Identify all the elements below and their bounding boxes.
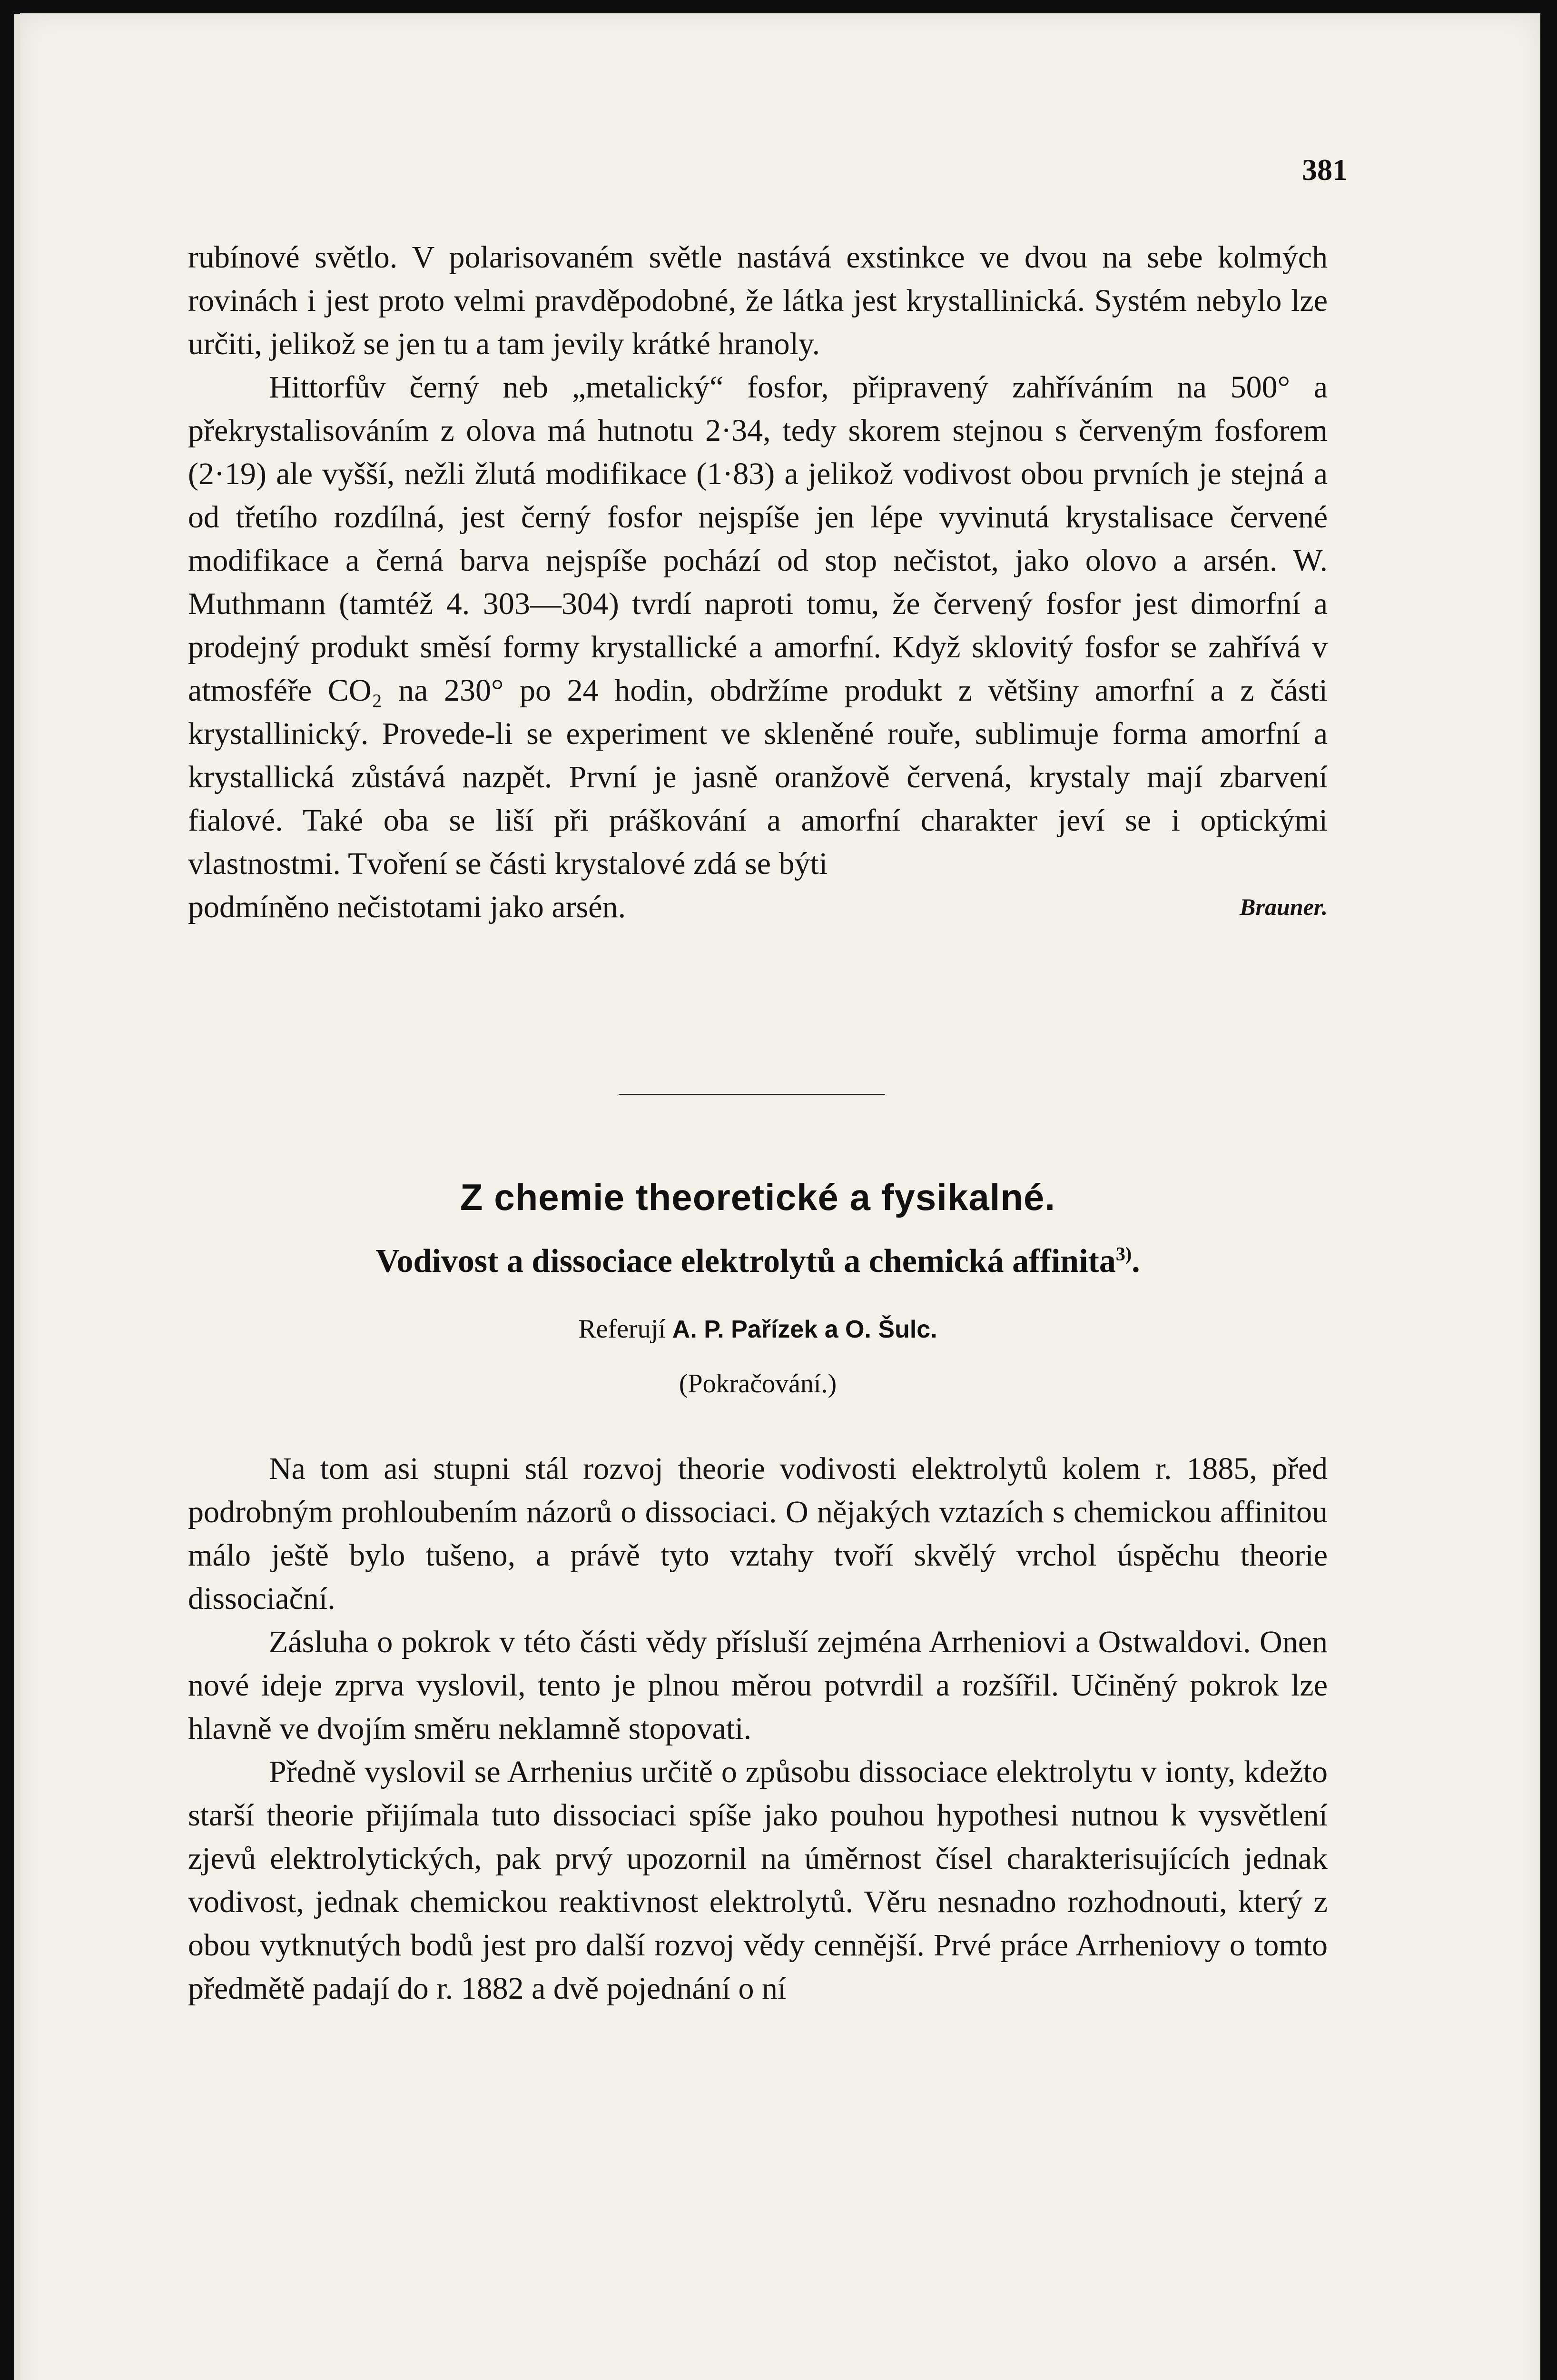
final-line-text: podmíněno nečistotami jako arsén.	[188, 890, 626, 924]
referees-line	[188, 1314, 1328, 1344]
section-divider	[619, 1094, 885, 1095]
paragraph-final-line	[188, 885, 1328, 929]
article-title-text: Vodivost a dissociace elektrolytů a chemická affinita	[375, 1243, 1116, 1279]
section-heading: Z chemie theoretické a fysikalné.	[460, 1176, 1056, 1218]
page-number: 381	[1302, 153, 1348, 187]
paragraph: Předně vyslovil se Arrhenius určitě o způsobu dissociace elektrolytu v ionty, kdežto starší theorie přijímala tuto dissociaci spíše jako pouhou hypothesi nutnou k vysvětlení zjevů elektrolytických, pak prvý upozornil na úměrnost čísel charakterisujících jednak vodivost, jednak chemickou reaktivnost elektrolytů. Věru nesnadno rozhodnouti, který z obou vytknutých bodů jest pro další rozvoj vědy cennější. Prvé práce Arrheniovy o tomto předmětě padají do r. 1882 a dvě pojednání o ní	[188, 1755, 1328, 2006]
paragraph: rubínové světlo. V polarisovaném světle nastává exstinkce ve dvou na sebe kolmých rovinách i jest proto velmi pravděpodobné, že látka jest krystallinická. Systém nebylo lze určiti, jelikož se jen tu a tam jevily krátké hranoly.	[188, 240, 1328, 361]
article-text-block	[188, 1447, 1328, 2010]
paragraph: Na tom asi stupni stál rozvoj theorie vodivosti elektrolytů kolem r. 1885, před podrobným prohloubením názorů o dissociaci. O nějakých vztazích s chemickou affinitou málo ještě bylo tušeno, a právě tyto vztahy tvoří skvělý vrchol úspěchu theorie dissociační.	[188, 1451, 1328, 1616]
paragraph: Zásluha o pokrok v této části vědy přísluší zejména Arrheniovi a Ostwaldovi. Onen nové ideje zprva vyslovil, tento je plnou měrou potvrdil a rozšířil. Učiněný pokrok lze hlavně ve dvojím směru neklamně stopovati.	[188, 1625, 1328, 1746]
continuation-note: (Pokračování.)	[679, 1369, 837, 1398]
footnote-marker: 3)	[1115, 1243, 1132, 1265]
referees-prefix: Referují	[578, 1314, 666, 1344]
author-signature: Brauner.	[1240, 893, 1328, 920]
top-text-block	[188, 236, 1328, 929]
article-title	[188, 1242, 1328, 1280]
paragraph: Hittorfův černý neb „metalický“ fosfor, připravený zahříváním na 500° a překrystalisováním z olova má hutnotu 2·34, tedy skorem stejnou s červeným fosforem (2·19) ale vyšší, nežli žlutá modifikace (1·83) a jelikož vodivost obou prvních je stejná a od třetího rozdílná, jest černý fosfor nejspíše jen lépe vyvinutá krystalisace červené modifikace a černá barva nejspíše pochází od stop nečistot, jako olovo a arsén. W. Muthmann (tamtéž 4. 303—304) tvrdí naproti tomu, že červený fosfor jest dimorfní a prodejný produkt směsí formy krystallické a amorfní. Když sklovitý fosfor se zahřívá v atmosféře CO₂ na 230° po 24 hodin, obdržíme produkt z většiny amorfní a z části krystallinický. Provede-li se experiment ve skleněné rouře, sublimuje forma amorfní a krystallická zůstává nazpět. První je jasně oranžově červená, krystaly mají zbarvení fialové. Také oba se liší při práškování a amorfní charakter jeví se i optickými vlastnostmi. Tvoření se části krystalové zdá se býti	[188, 370, 1328, 881]
referees-names: A. P. Pařízek a O. Šulc.	[672, 1316, 937, 1343]
article-title-period: .	[1132, 1243, 1140, 1279]
